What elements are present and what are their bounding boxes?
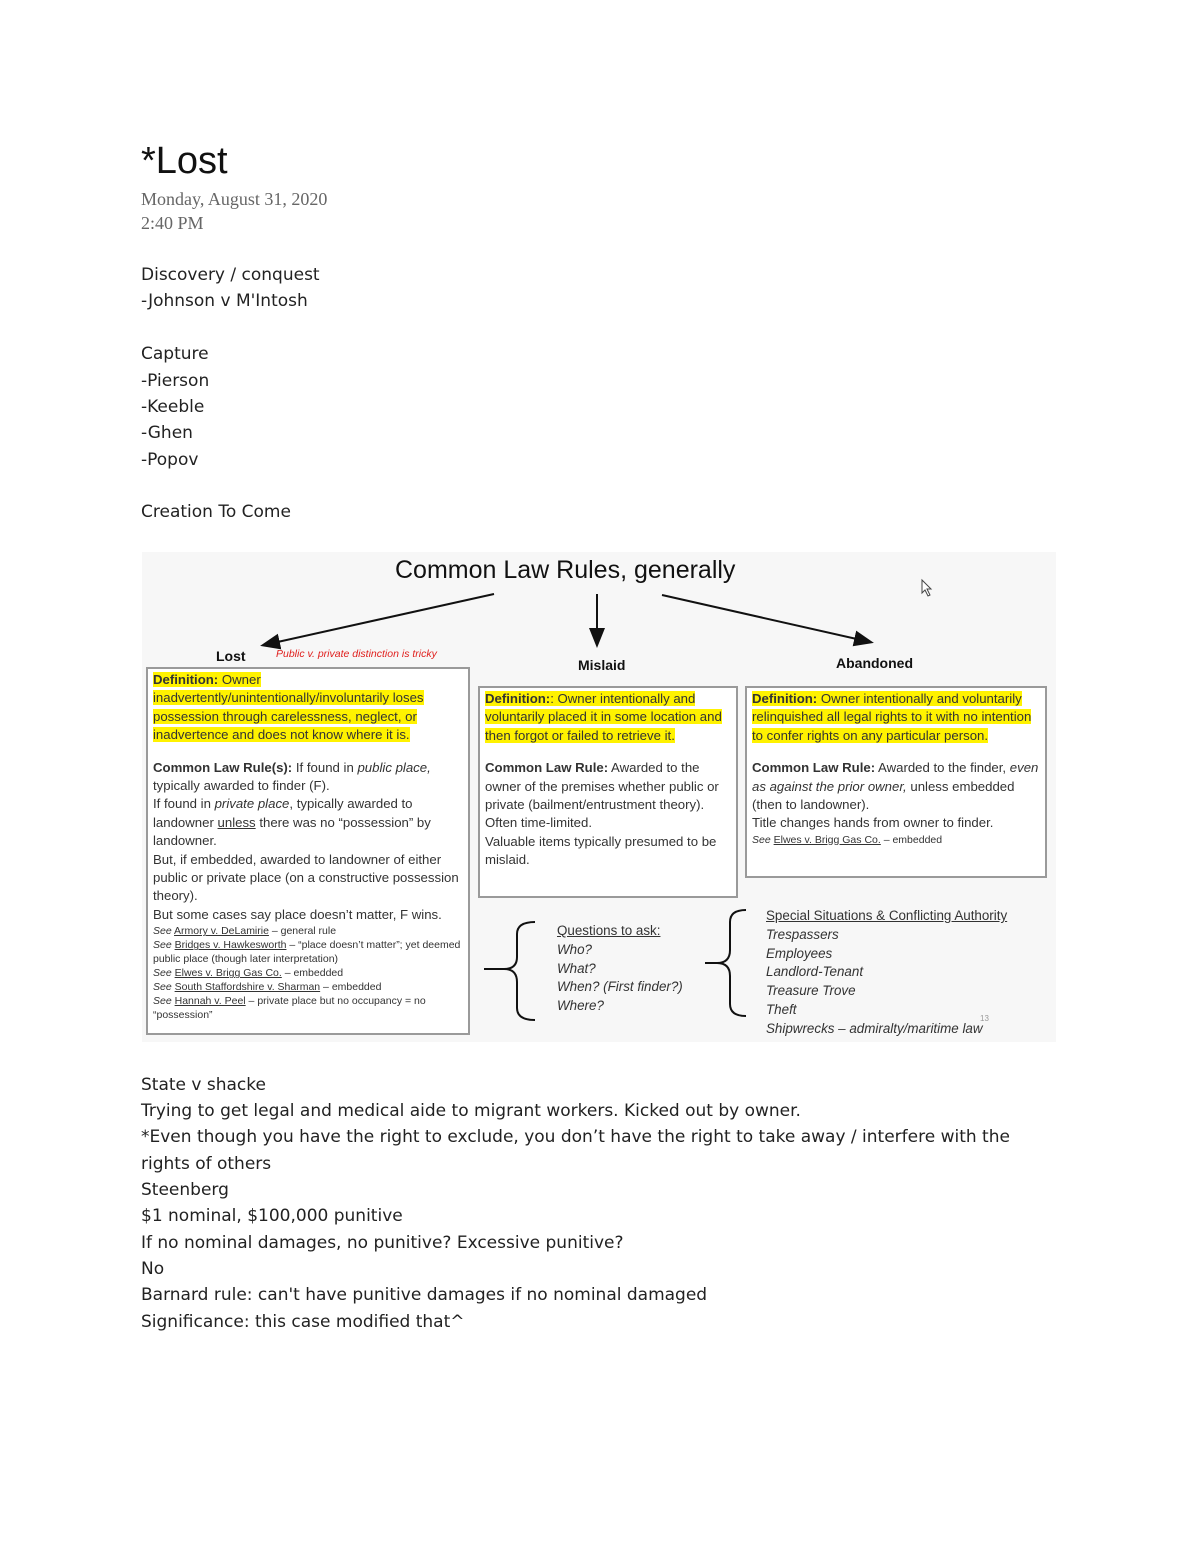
note-line: Trying to get legal and medical aide to migrant workers. Kicked out by owner.: [141, 1101, 801, 1121]
case-citation: See Armory v. DeLamirie – general rule: [153, 925, 337, 938]
lost-definition: Definition: Owner inadvertently/unintentionally/involuntarily loses possession through carelessness, neglect, or inadvertence and does not know where it is.: [153, 672, 424, 743]
brace-right: [717, 910, 746, 1016]
special-item: Landlord-Tenant: [766, 964, 864, 980]
note-line: *Even though you have the right to exclude, you don’t have the right to take away / interfere with the: [141, 1127, 1010, 1147]
heading-abandoned: Abandoned: [836, 655, 913, 671]
special-heading: Special Situations & Conflicting Authority: [766, 908, 1008, 923]
heading-lost: Lost: [216, 648, 246, 664]
case-citation: See South Staffordshire v. Sharman – embedded: [153, 981, 382, 994]
special-situations-list: [766, 907, 1007, 1039]
note-line: If no nominal damages, no punitive? Excessive punitive?: [141, 1233, 624, 1253]
heading-mislaid: Mislaid: [578, 657, 626, 673]
mislaid-box: [478, 686, 738, 898]
case-citation: See Elwes v. Brigg Gas Co. – embedded: [752, 833, 943, 846]
mislaid-definition: Definition:: Owner intentionally and voluntarily placed it in some location and then forgot or failed to retrieve it.: [485, 691, 722, 743]
abandoned-box: [745, 686, 1047, 878]
note-line: -Keeble: [141, 397, 205, 417]
note-line: Steenberg: [141, 1180, 229, 1200]
abandoned-rules: Common Law Rule: Awarded to the finder, even as against the prior owner, unless embedded (then to landowner). Title changes hands from owner to finder.: [752, 760, 1039, 831]
question-item: Where?: [557, 998, 604, 1014]
note-line: Significance: this case modified that^: [141, 1312, 465, 1332]
cursor-icon: [922, 580, 931, 596]
abandoned-definition: Definition: Owner intentionally and voluntarily relinquished all legal rights to it with no intention to confer rights on any particular person.: [752, 691, 1032, 743]
brace-left: [504, 922, 535, 1020]
special-item: Treasure Trove: [766, 983, 856, 999]
note-line: -Ghen: [141, 423, 193, 443]
special-item: Shipwrecks – admiralty/maritime law: [766, 1020, 983, 1036]
note-line: $1 nominal, $100,000 punitive: [141, 1206, 403, 1226]
note-line: -Popov: [141, 450, 199, 470]
case-citation: See Elwes v. Brigg Gas Co. – embedded: [153, 967, 344, 980]
note-line: Capture: [141, 344, 209, 364]
lost-note: Public v. private distinction is tricky: [276, 648, 437, 660]
special-item: Trespassers: [766, 926, 839, 942]
note-line: -Pierson: [141, 371, 210, 391]
note-line: Discovery / conquest: [141, 265, 320, 285]
slide-number: 13: [980, 1014, 989, 1023]
question-item: When? (First finder?): [557, 979, 683, 995]
case-citation: See Bridges v. Hawkesworth – “place doesn’t matter”; yet deemed public place (though later interpretation): [153, 939, 461, 966]
mislaid-rules: Common Law Rule: Awarded to the owner of the premises whether public or private (bailment/entrustment theory). Often time-limited. Valuable items typically presumed to be mislaid.: [485, 760, 719, 868]
questions-list: [557, 922, 683, 1016]
page-title: *Lost: [141, 140, 228, 182]
question-item: What?: [557, 960, 596, 976]
lost-case-list: [153, 924, 463, 1022]
page-date: Monday, August 31, 2020: [141, 189, 328, 209]
question-item: Who?: [557, 941, 592, 957]
special-item: Employees: [766, 945, 833, 961]
note-line: No: [141, 1259, 165, 1279]
note-line: rights of others: [141, 1154, 272, 1174]
note-line: Creation To Come: [141, 502, 291, 522]
note-line: Barnard rule: can't have punitive damages if no nominal damaged: [141, 1285, 708, 1305]
lost-box: [146, 667, 470, 1035]
common-law-rules-diagram: [142, 552, 1056, 1042]
note-line: -Johnson v M'Intosh: [141, 291, 308, 311]
questions-heading: Questions to ask:: [557, 923, 661, 938]
note-line: State v shacke: [141, 1075, 266, 1095]
case-citation: See Hannah v. Peel – private place but no occupancy = no “possession”: [153, 995, 426, 1022]
page-time: 2:40 PM: [141, 213, 204, 233]
lost-rules: Common Law Rule(s): If found in public place, typically awarded to finder (F). If found in private place, typically awarded to landowner unless there was no “possession” by landowner. But, if embedded, awarded to landowner of either public or private place (on a constructive possession theory). But some cases say place doesn’t matter, F wins.: [153, 759, 459, 922]
special-item: Theft: [766, 1001, 797, 1017]
arrow-to-abandoned: [662, 595, 870, 642]
arrow-to-lost: [264, 594, 494, 645]
diagram-title: Common Law Rules, generally: [395, 556, 736, 584]
